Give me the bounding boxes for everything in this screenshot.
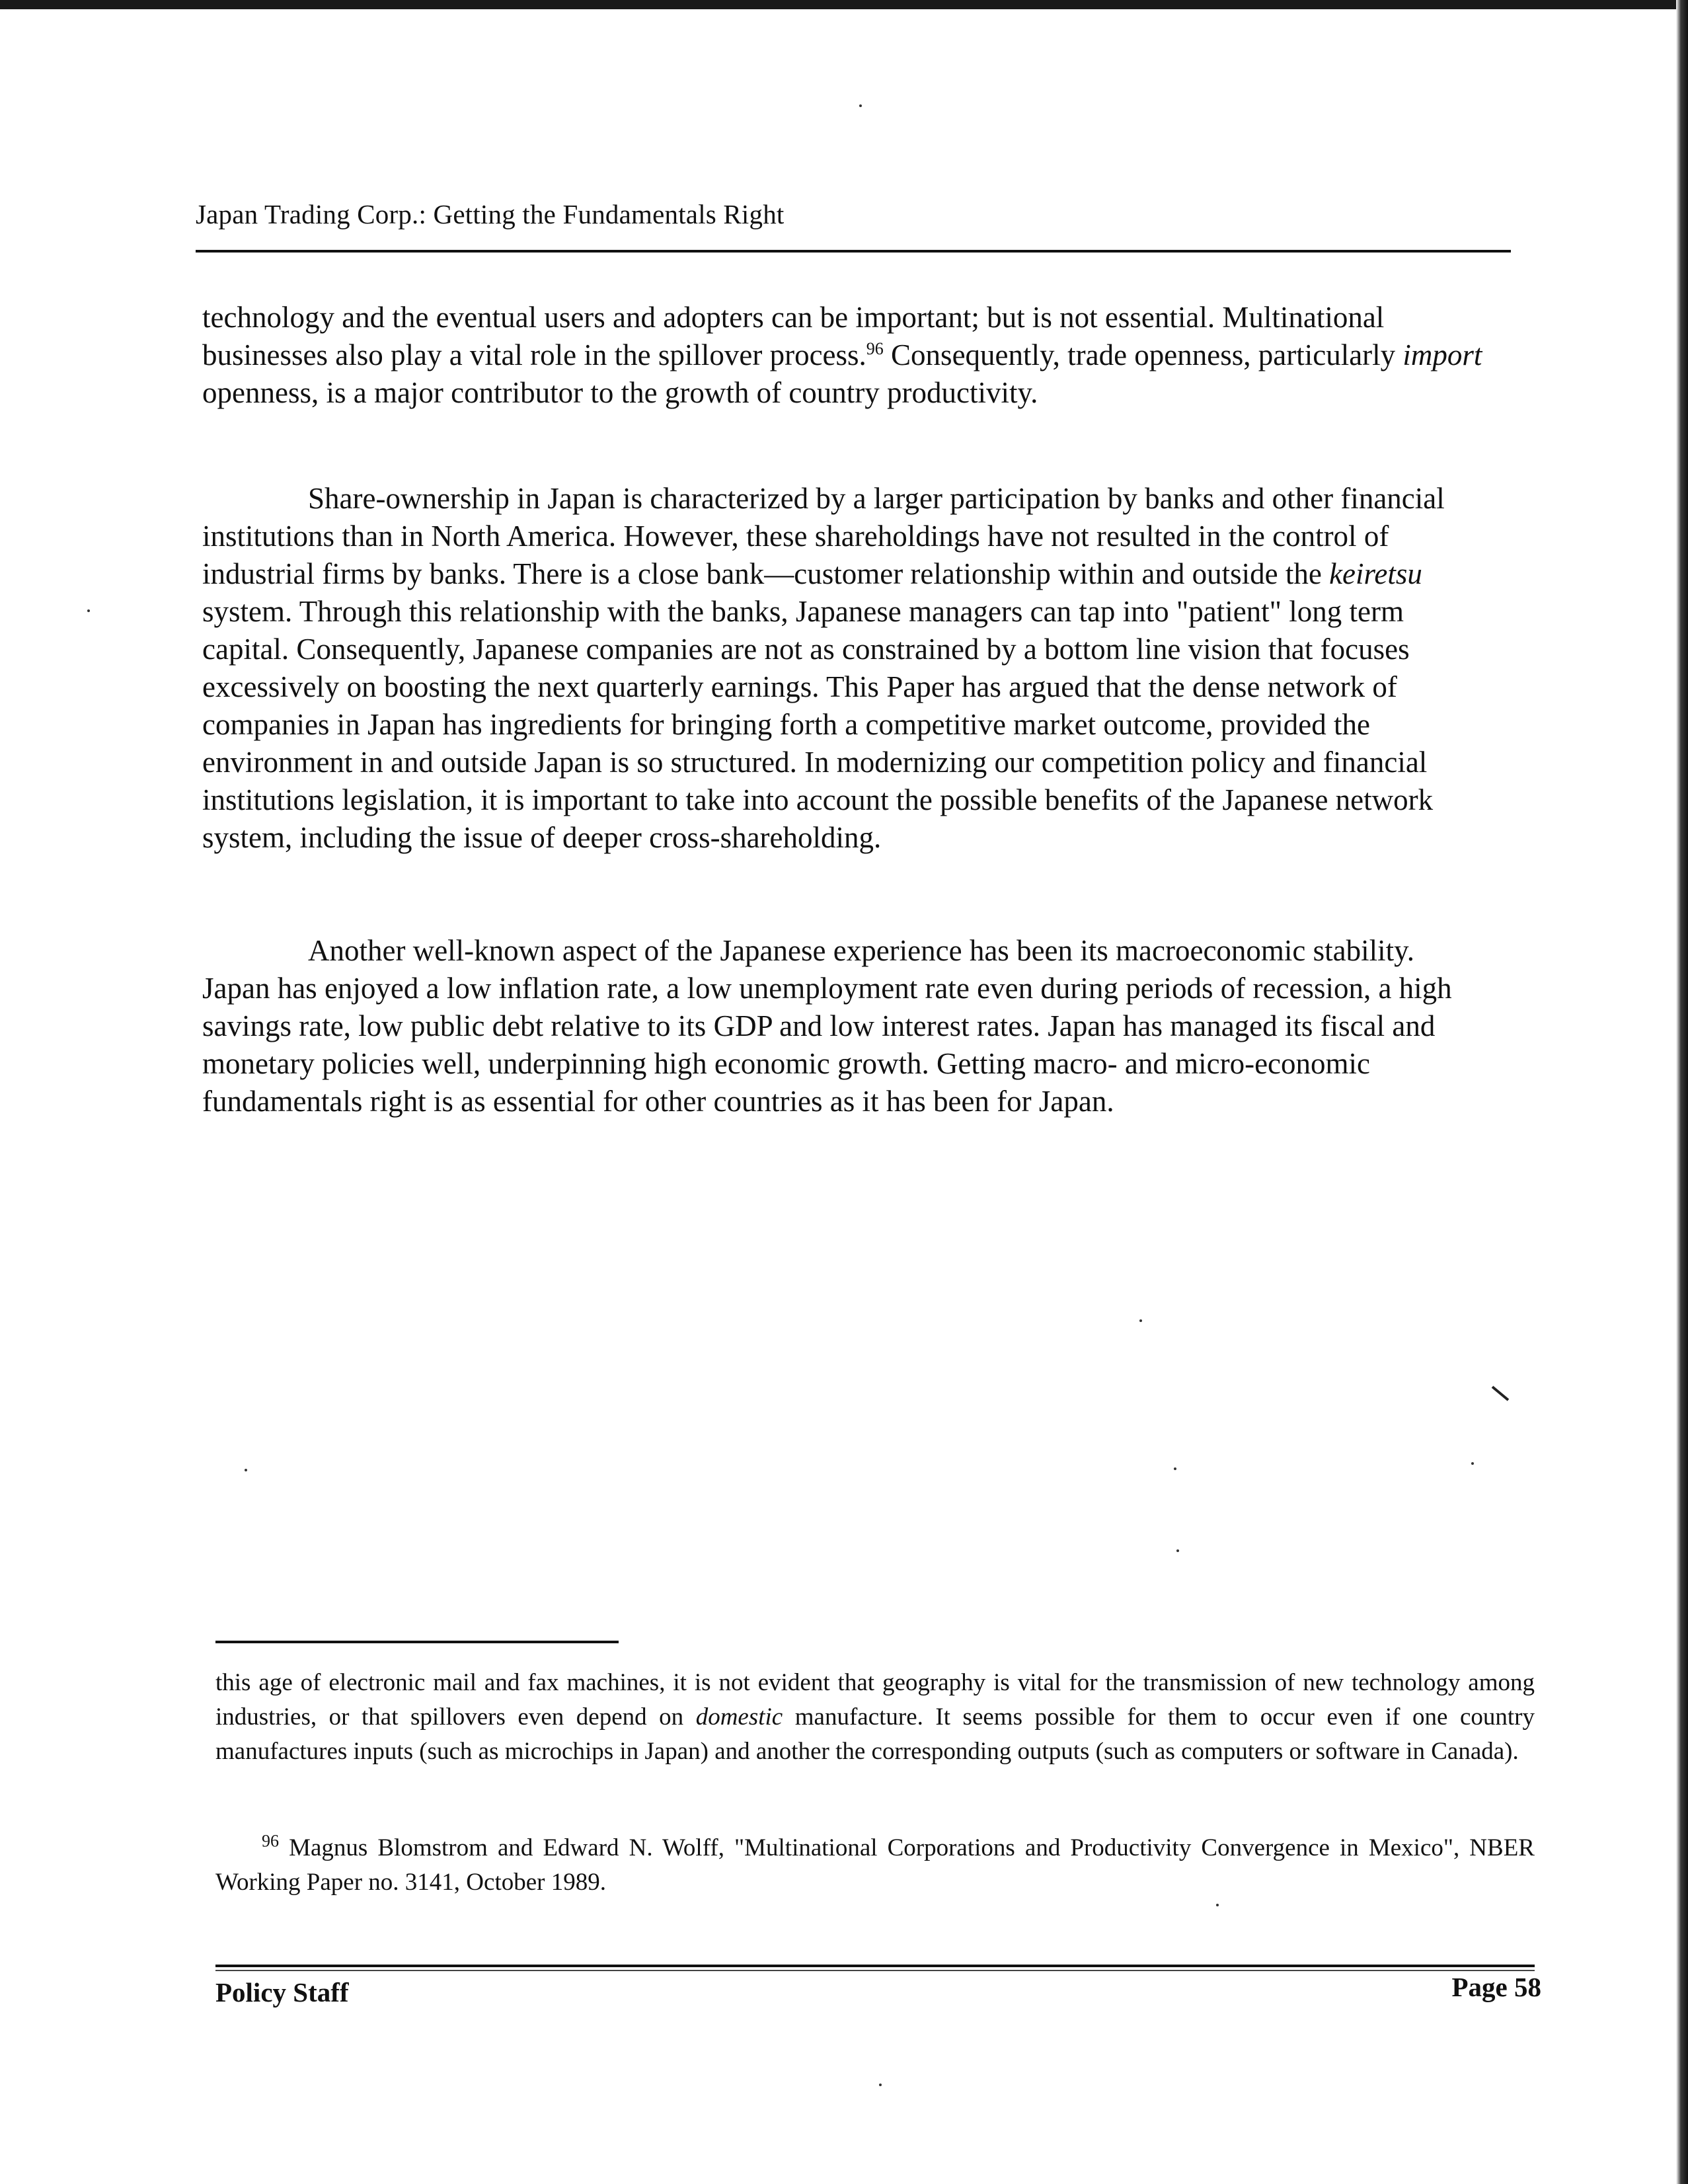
footnote-96	[215, 1831, 1535, 1900]
paragraph-text: Consequently, trade openness, particularly	[883, 338, 1403, 371]
paragraph-text: technology and the eventual users and adopters can be important; but is not essential. Multinational businesses also play a vital role in the spillover process.	[202, 301, 1385, 371]
scan-speck	[1139, 1319, 1142, 1322]
scan-speck	[1216, 1904, 1219, 1906]
footnote-reference: 96	[866, 339, 884, 358]
scan-border-right	[1676, 0, 1688, 2184]
footnote-text: this age of electronic mail and fax machines, it is not evident that geography is vital for the transmission of new technology among industries, or that spillovers even depend on	[215, 1669, 1535, 1731]
running-header: Japan Trading Corp.: Getting the Fundamentals Right	[196, 199, 785, 229]
footer-department: Policy Staff	[215, 1977, 349, 2008]
footnote-continued	[215, 1666, 1535, 1769]
scan-speck	[1176, 1549, 1179, 1552]
paragraph-text: openness, is a major contributor to the growth of country productivity.	[202, 376, 1038, 409]
scan-speck	[879, 2084, 882, 2086]
header-rule	[196, 250, 1511, 253]
footnote-text: manufacture. It seems possible for them to occur even if one country manufactures inputs (such as microchips in Japan) and another the corresponding outputs (such as computers or software in Canada).	[215, 1703, 1535, 1765]
paragraph-text: Share-ownership in Japan is characterized by a larger participation by banks and other financial institutions than in North America. However, these shareholdings have not resulted in the control of industrial firms by banks. There is a close bank—customer relationship within and outside the	[202, 482, 1445, 590]
scan-border-top	[0, 0, 1688, 9]
page-number: Page 58	[1451, 1972, 1541, 2002]
emphasis-text: domestic	[695, 1703, 783, 1731]
emphasis-text: keiretsu	[1329, 557, 1422, 590]
footnote-number: 96	[262, 1831, 279, 1851]
paragraph-text: system. Through this relationship with the banks, Japanese managers can tap into "patient" long term capital. Consequently, Japanese companies are not as constrained by a bottom line vision that focuses excessively on boosting the next quarterly earnings. This Paper has argued that the dense network of companies in Japan has ingredients for bringing forth a competitive market outcome, provided the environment in and outside Japan is so structured. In modernizing our competition policy and financial institutions legislation, it is important to take into account the possible benefits of the Japanese network system, including the issue of deeper cross-shareholding.	[202, 595, 1434, 854]
footnote-rule	[215, 1641, 619, 1643]
scan-speck	[1174, 1467, 1176, 1470]
body-paragraph-2	[202, 480, 1484, 857]
footer-rule-secondary	[215, 1970, 1535, 1971]
body-paragraph-1	[202, 299, 1484, 412]
footnote-text: Magnus Blomstrom and Edward N. Wolff, "Multinational Corporations and Productivity Convergence in Mexico", NBER Working Paper no. 3141, October 1989.	[215, 1834, 1535, 1896]
footer-rule	[215, 1965, 1535, 1967]
scan-speck	[245, 1469, 247, 1471]
scan-speck	[1471, 1462, 1474, 1465]
scan-speck	[87, 609, 90, 612]
scan-mark	[1491, 1385, 1511, 1403]
emphasis-text: import	[1402, 338, 1482, 371]
scan-speck	[859, 104, 862, 107]
body-paragraph-3: Another well-known aspect of the Japanese experience has been its macroeconomic stability. Japan has enjoyed a low inflation rate, a low unemployment rate even during periods of recession, a high savings rate, low public debt relative to its GDP and low interest rates. Japan has managed its fiscal and monetary policies well, underpinning high economic growth. Getting macro- and micro-economic fundamentals right is as essential for other countries as it has been for Japan.	[202, 934, 1452, 1118]
